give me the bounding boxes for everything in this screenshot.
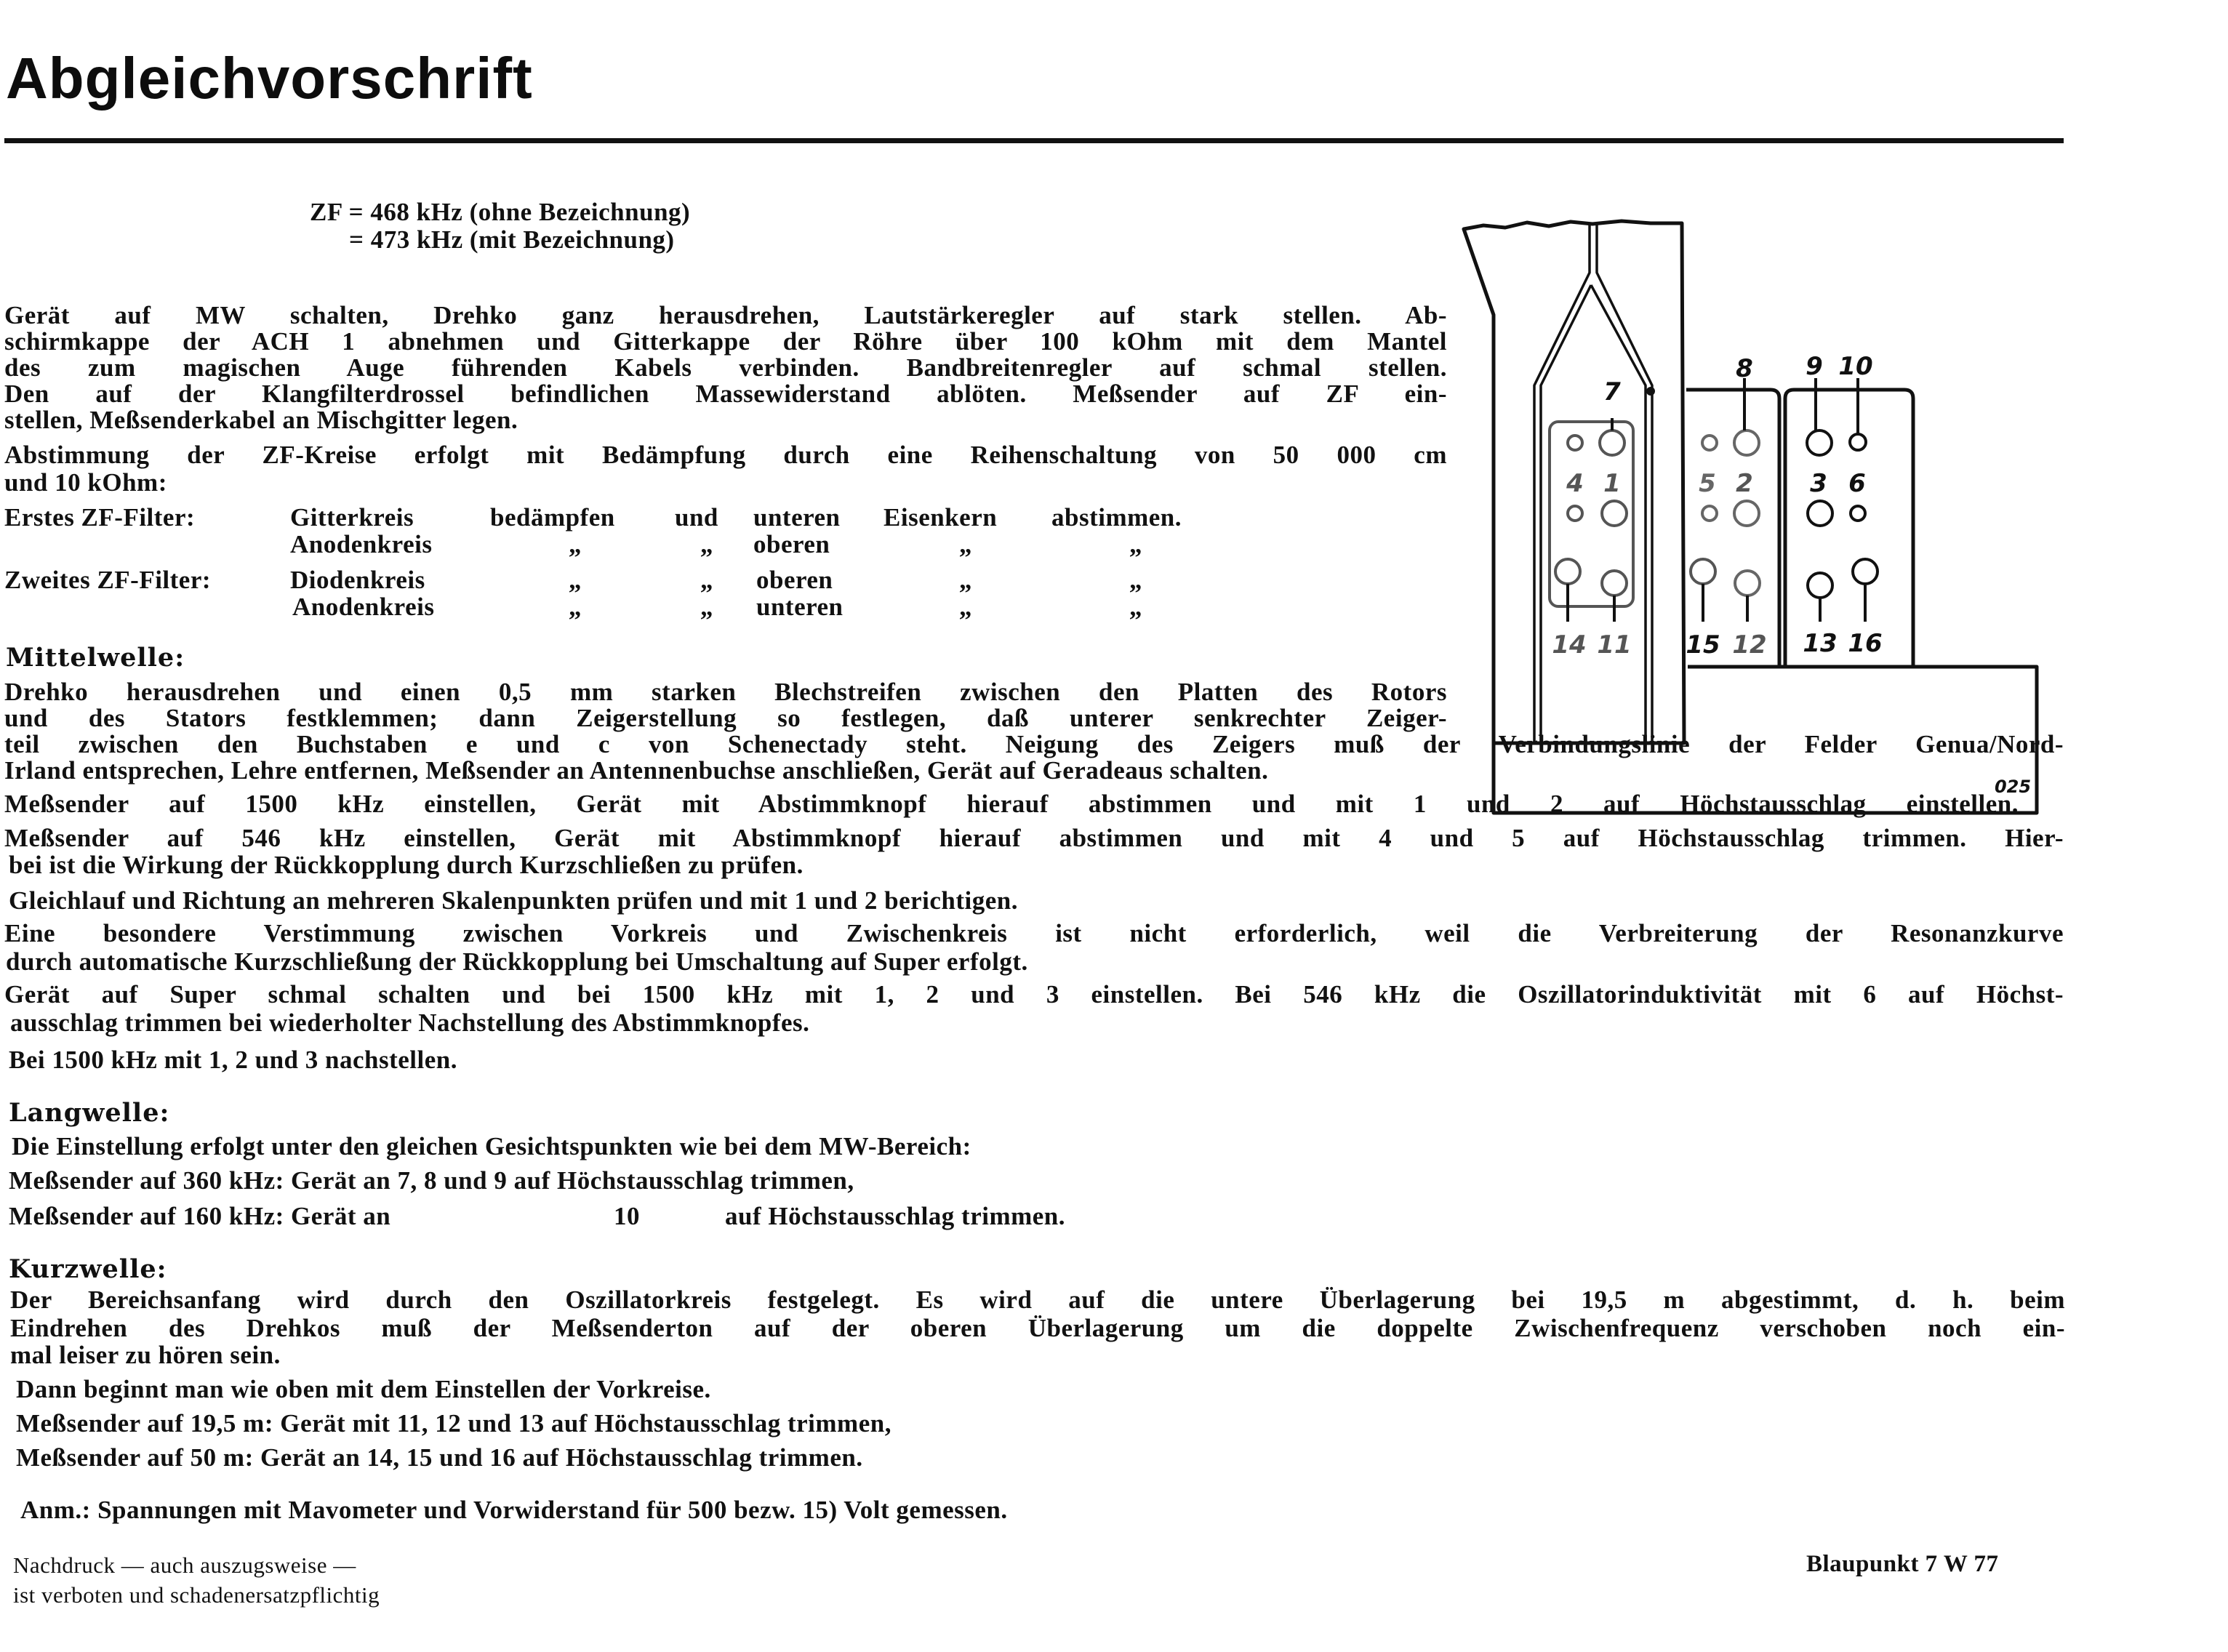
lw-line: auf Höchstausschlag trimmen.: [725, 1202, 1066, 1230]
abstimmung-line: Abstimmung der ZF-Kreise erfolgt mit Bedämpfung durch eine Reihenschaltung von 50 000 cm: [4, 441, 1447, 469]
lw-line: Die Einstellung erfolgt unter den gleichen Gesichtspunkten wie bei dem MW-Bereich:: [12, 1132, 971, 1160]
trimmer-label: 14: [1552, 630, 1587, 659]
mw-line: durch automatische Kurzschließung der Rückkopplung bei Umschaltung auf Super erfolgt.: [6, 947, 1028, 976]
intro-line: Gerät auf MW schalten, Drehko ganz herausdrehen, Lautstärkeregler auf stark stellen. Ab-: [4, 301, 1447, 329]
coil-box-middle: [1686, 390, 1779, 667]
intro-line: Den auf der Klangfilterdrossel befindlichen Massewiderstand ablöten. Meßsender auf ZF ein-: [4, 380, 1447, 408]
note: [20, 1496, 1008, 1525]
trimmer-label: 9: [1806, 352, 1823, 381]
kw-line: Meßsender auf 50 m: Gerät an 14, 15 und 16 auf Höchstausschlag trimmen.: [16, 1443, 863, 1472]
conj: „: [700, 566, 713, 594]
first-filter-label: Erstes ZF-Filter:: [4, 503, 196, 532]
kw-line: Meßsender auf 19,5 m: Gerät mit 11, 12 und 13 auf Höchstausschlag trimmen,: [16, 1409, 891, 1438]
core: oberen: [756, 566, 833, 594]
verb: „: [1129, 566, 1142, 594]
mw-line: ausschlag trimmen bei wiederholter Nachstellung des Abstimmknopfes.: [10, 1009, 810, 1037]
circuit: Diodenkreis: [290, 566, 425, 594]
kw-line: mal leiser zu hören sein.: [10, 1341, 281, 1369]
lw-line: Meßsender auf 360 kHz: Gerät an 7, 8 und 9 auf Höchstausschlag trimmen,: [9, 1166, 854, 1195]
core: unteren: [753, 503, 841, 532]
kurzwelle-heading: Kurzwelle:: [9, 1254, 167, 1284]
trimmer-label: 15: [1686, 630, 1720, 659]
trimmer-label: 2: [1736, 469, 1753, 498]
zf-line-1: ZF = 468 kHz (ohne Bezeichnung): [310, 198, 691, 226]
mw-line: Meßsender auf 1500 kHz einstellen, Gerät mit Abstimmknopf hierauf abstimmen und mit 1 und 2 auf Höchstausschlag einstellen.: [4, 790, 2019, 818]
diagram-code: 025: [1994, 777, 2032, 797]
rest: „: [959, 530, 972, 558]
mw-line: Drehko herausdrehen und einen 0,5 mm starken Blechstreifen zwischen den Platten des Rotors: [4, 678, 1447, 706]
trimmer-label: 16: [1848, 629, 1883, 658]
langwelle-heading: Langwelle:: [9, 1098, 170, 1128]
model-name: Blaupunkt 7 W 77: [1806, 1551, 1999, 1577]
lw-trimmer: 10: [614, 1202, 640, 1230]
title-rule: [4, 138, 2064, 143]
mw-line: Eine besondere Verstimmung zwischen Vorkreis und Zwischenkreis ist nicht erforderlich, weil die Verbreiterung der Resonanzkurve: [4, 919, 2064, 947]
mw-line: Gleichlauf und Richtung an mehreren Skalenpunkten prüfen und mit 1 und 2 berichtigen.: [9, 886, 1019, 915]
action: bedämpfen: [490, 503, 615, 532]
trimmer-label: 11: [1597, 630, 1632, 659]
circuit: Anodenkreis: [292, 593, 435, 621]
verb: „: [1129, 530, 1142, 558]
core: oberen: [753, 530, 830, 558]
conj: „: [700, 530, 713, 558]
mw-line: bei ist die Wirkung der Rückkopplung durch Kurzschließen zu prüfen.: [9, 851, 804, 879]
mw-line: Irland entsprechen, Lehre entfernen, Meßsender an Antennenbuchse anschließen, Gerät auf Geradeaus schalten.: [4, 756, 1269, 785]
trimmer-holes: [1555, 378, 1878, 622]
intro-line: schirmkappe der ACH 1 abnehmen und Gitterkappe der Röhre über 100 kOhm mit dem Mantel: [4, 327, 1447, 356]
trimmer-location-diagram: [1454, 204, 2065, 797]
mittelwelle-heading: Mittelwelle:: [6, 643, 185, 673]
conj: „: [700, 593, 713, 621]
trimmer-label: 1: [1603, 469, 1621, 498]
inner-coil-frame: [1550, 422, 1633, 606]
action: „: [569, 593, 582, 621]
copyright-line: Nachdruck — auch auszugsweise —: [13, 1552, 356, 1578]
kw-line: Eindrehen des Drehkos muß der Meßsenderton auf der oberen Überlagerung um die doppelte Zwischenfrequenz verschoben noch ein-: [10, 1314, 2065, 1342]
rest: Eisenkern: [883, 503, 998, 532]
circuit: Gitterkreis: [290, 503, 414, 532]
mw-line: Meßsender auf 546 kHz einstellen, Gerät mit Abstimmknopf hierauf abstimmen und mit 4 und 5 auf Höchstausschlag trimmen. Hier-: [4, 824, 2064, 852]
trimmer-label: 8: [1736, 354, 1753, 383]
second-filter-label: Zweites ZF-Filter:: [4, 566, 212, 594]
trimmer-label: 3: [1810, 469, 1827, 498]
zf-line-2: = 473 kHz (mit Bezeichnung): [349, 225, 675, 254]
mw-line: und des Stators festklemmen; dann Zeigerstellung so festlegen, daß unterer senkrechter Zeiger-: [4, 704, 1447, 732]
verb: abstimmen.: [1051, 503, 1182, 532]
conj: und: [675, 503, 718, 532]
trimmer-label: 10: [1838, 352, 1873, 381]
core: unteren: [756, 593, 843, 621]
trimmer-label: 13: [1803, 629, 1838, 658]
kw-line: Der Bereichsanfang wird durch den Oszillatorkreis festgelegt. Es wird auf die untere Überlagerung bei 19,5 m abgestimmt, d. h. beim: [10, 1286, 2065, 1314]
rest: „: [959, 593, 972, 621]
intro-line: des zum magischen Auge führenden Kabels verbinden. Bandbreitenregler auf schmal stellen.: [4, 353, 1447, 382]
trimmer-label: 5: [1699, 469, 1716, 498]
trimmer-label: 6: [1848, 469, 1866, 498]
action: „: [569, 530, 582, 558]
abstimmung-line: und 10 kOhm:: [4, 468, 167, 497]
coil-box-right: [1785, 390, 1913, 667]
mw-line: teil zwischen den Buchstaben e und c von Schenectady steht. Neigung des Zeigers muß der Verbindungslinie der Felder Genua/Nord-: [4, 730, 2064, 758]
mw-line: Bei 1500 kHz mit 1, 2 und 3 nachstellen.: [9, 1046, 457, 1074]
note-text: Spannungen mit Mavometer und Vorwiderstand für 500 bezw. 15) Volt gemessen.: [97, 1496, 1008, 1524]
trimmer-label: 12: [1732, 630, 1767, 659]
kw-line: Dann beginnt man wie oben mit dem Einstellen der Vorkreise.: [16, 1375, 711, 1403]
copyright-line: ist verboten und schadenersatzpflichtig: [13, 1582, 380, 1608]
trimmer-label: 4: [1566, 469, 1584, 498]
rest: „: [959, 566, 972, 594]
note-label: Anm.:: [20, 1496, 91, 1524]
verb: „: [1129, 593, 1142, 621]
intro-line: stellen, Meßsenderkabel an Mischgitter legen.: [4, 406, 518, 434]
lw-line: Meßsender auf 160 kHz: Gerät an: [9, 1202, 391, 1230]
circuit: Anodenkreis: [290, 530, 433, 558]
mw-line: Gerät auf Super schmal schalten und bei 1500 kHz mit 1, 2 und 3 einstellen. Bei 546 kHz die Oszillatorinduktivität mit 6 auf Höchst-: [4, 980, 2064, 1009]
page-title: Abgleichvorschrift: [6, 46, 533, 111]
trimmer-label: 7: [1603, 377, 1621, 406]
action: „: [569, 566, 582, 594]
